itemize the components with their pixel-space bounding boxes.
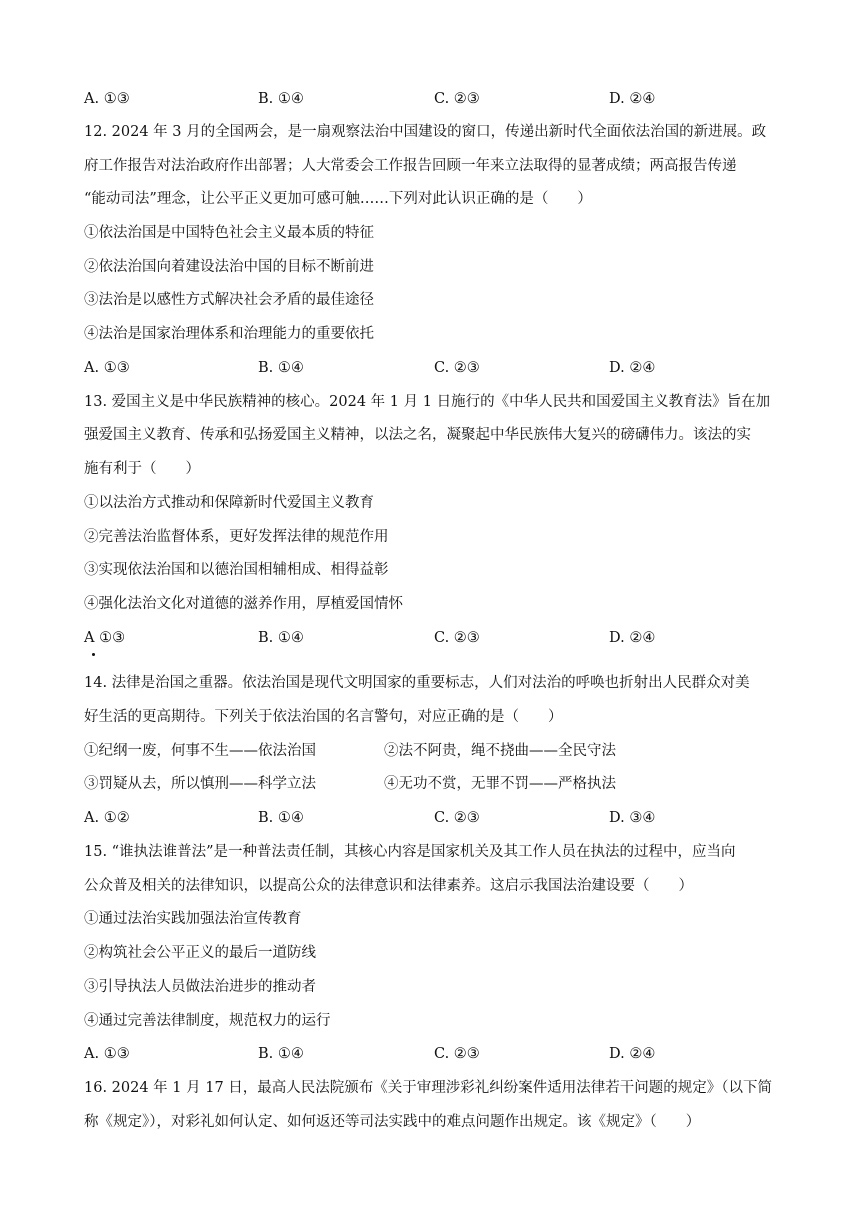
q12-item-4: ④法治是国家治理体系和治理能力的重要依托 [84,326,374,342]
q13-item-4: ④强化法治文化对道德的滋养作用，厚植爱国情怀 [84,596,403,612]
q13-item-3: ③实现依法治国和以德治国相辅相成、相得益彰 [84,562,389,578]
q13-option-a: A ①③ [84,630,126,646]
q13-stem-line-1: 13. 爱国主义是中华民族精神的核心。2024 年 1 月 1 日施行的《中华人民共和国爱国主义教育法》旨在加 [84,394,771,410]
q13-options [84,628,804,648]
q13-stem-line-2: 强爱国主义教育、传承和弘扬爱国主义精神，以法之名，凝聚起中华民族伟大复兴的磅礴伟力。该法的实 [84,427,751,443]
q15-item-2: ②构筑社会公平正义的最后一道防线 [84,945,316,961]
q13-option-c: C. ②③ [434,630,480,646]
q14-item-2: ②法不阿贵，绳不挠曲——全民守法 [384,743,616,759]
q13-option-b: B. ①④ [258,630,304,646]
q12-options [84,358,804,378]
q15-option-b: B. ①④ [258,1046,304,1062]
q14-option-c: C. ②③ [434,810,480,826]
q15-item-3: ③引导执法人员做法治进步的推动者 [84,979,316,995]
q12-option-c: C. ②③ [434,360,480,376]
q13-stem-line-3: 施有利于（ ） [84,461,200,477]
q12-option-b: B. ①④ [258,360,304,376]
q11-option-c: C. ②③ [434,91,480,107]
q12-item-2: ②依法治国向着建设法治中国的目标不断前进 [84,259,374,275]
q12-stem-line-1: 12. 2024 年 3 月的全国两会，是一扇观察法治中国建设的窗口，传递出新时代全面依法治国的新进展。政 [84,124,767,140]
q14-item-4: ④无功不赏，无罪不罚——严格执法 [384,776,616,792]
q13-item-1: ①以法治方式推动和保障新时代爱国主义教育 [84,495,374,511]
q15-stem-line-2: 公众普及相关的法律知识，以提高公众的法律意识和法律素养。这启示我国法治建设要（ ） [84,878,693,894]
q12-stem-line-2: 府工作报告对法治政府作出部署；人大常委会工作报告回顾一年来立法取得的显著成绩；两高报告传递 [84,158,737,174]
q15-options [84,1044,804,1064]
q14-items-row-2 [84,774,804,794]
q15-option-d: D. ②④ [609,1046,656,1062]
q16-stem-line-2: 称《规定》），对彩礼如何认定、如何返还等司法实践中的难点问题作出规定。该《规定》（ ） [84,1114,701,1130]
q14-items-row-1 [84,741,804,761]
stray-dot-mark [92,653,95,656]
q14-stem-line-1: 14. 法律是治国之重器。依法治国是现代文明国家的重要标志，人们对法治的呼唤也折射出人民群众对美 [84,675,750,691]
q14-item-1: ①纪纲一废，何事不生——依法治国 [84,743,316,759]
q11-option-a: A. ①③ [84,91,130,107]
q13-item-2: ②完善法治监督体系，更好发挥法律的规范作用 [84,529,389,545]
q12-item-1: ①依法治国是中国特色社会主义最本质的特征 [84,225,374,241]
q15-item-4: ④通过完善法律制度，规范权力的运行 [84,1013,331,1029]
q15-item-1: ①通过法治实践加强法治宣传教育 [84,911,302,927]
q14-option-d: D. ③④ [609,810,656,826]
q14-options [84,808,804,828]
q15-option-c: C. ②③ [434,1046,480,1062]
q11-options [84,89,804,109]
q15-stem-line-1: 15. “谁执法谁普法”是一种普法责任制，其核心内容是国家机关及其工作人员在执法的过程中，应当向 [84,844,736,860]
q12-stem-line-3: “能动司法”理念，让公平正义更加可感可触……下列对此认识正确的是（ ） [84,191,592,207]
q11-option-b: B. ①④ [258,91,304,107]
q13-option-d: D. ②④ [609,630,656,646]
q12-option-d: D. ②④ [609,360,656,376]
q14-stem-line-2: 好生活的更高期待。下列关于依法治国的名言警句，对应正确的是（ ） [84,709,563,725]
q14-option-b: B. ①④ [258,810,304,826]
q15-option-a: A. ①③ [84,1046,130,1062]
q16-stem-line-1: 16. 2024 年 1 月 17 日，最高人民法院颁布《关于审理涉彩礼纠纷案件适用法律若干问题的规定》（以下简 [84,1080,773,1096]
q14-item-3: ③罚疑从去，所以慎刑——科学立法 [84,776,316,792]
q14-option-a: A. ①② [84,810,130,826]
q11-option-d: D. ②④ [609,91,656,107]
q12-option-a: A. ①③ [84,360,130,376]
q12-item-3: ③法治是以感性方式解决社会矛盾的最佳途径 [84,292,374,308]
